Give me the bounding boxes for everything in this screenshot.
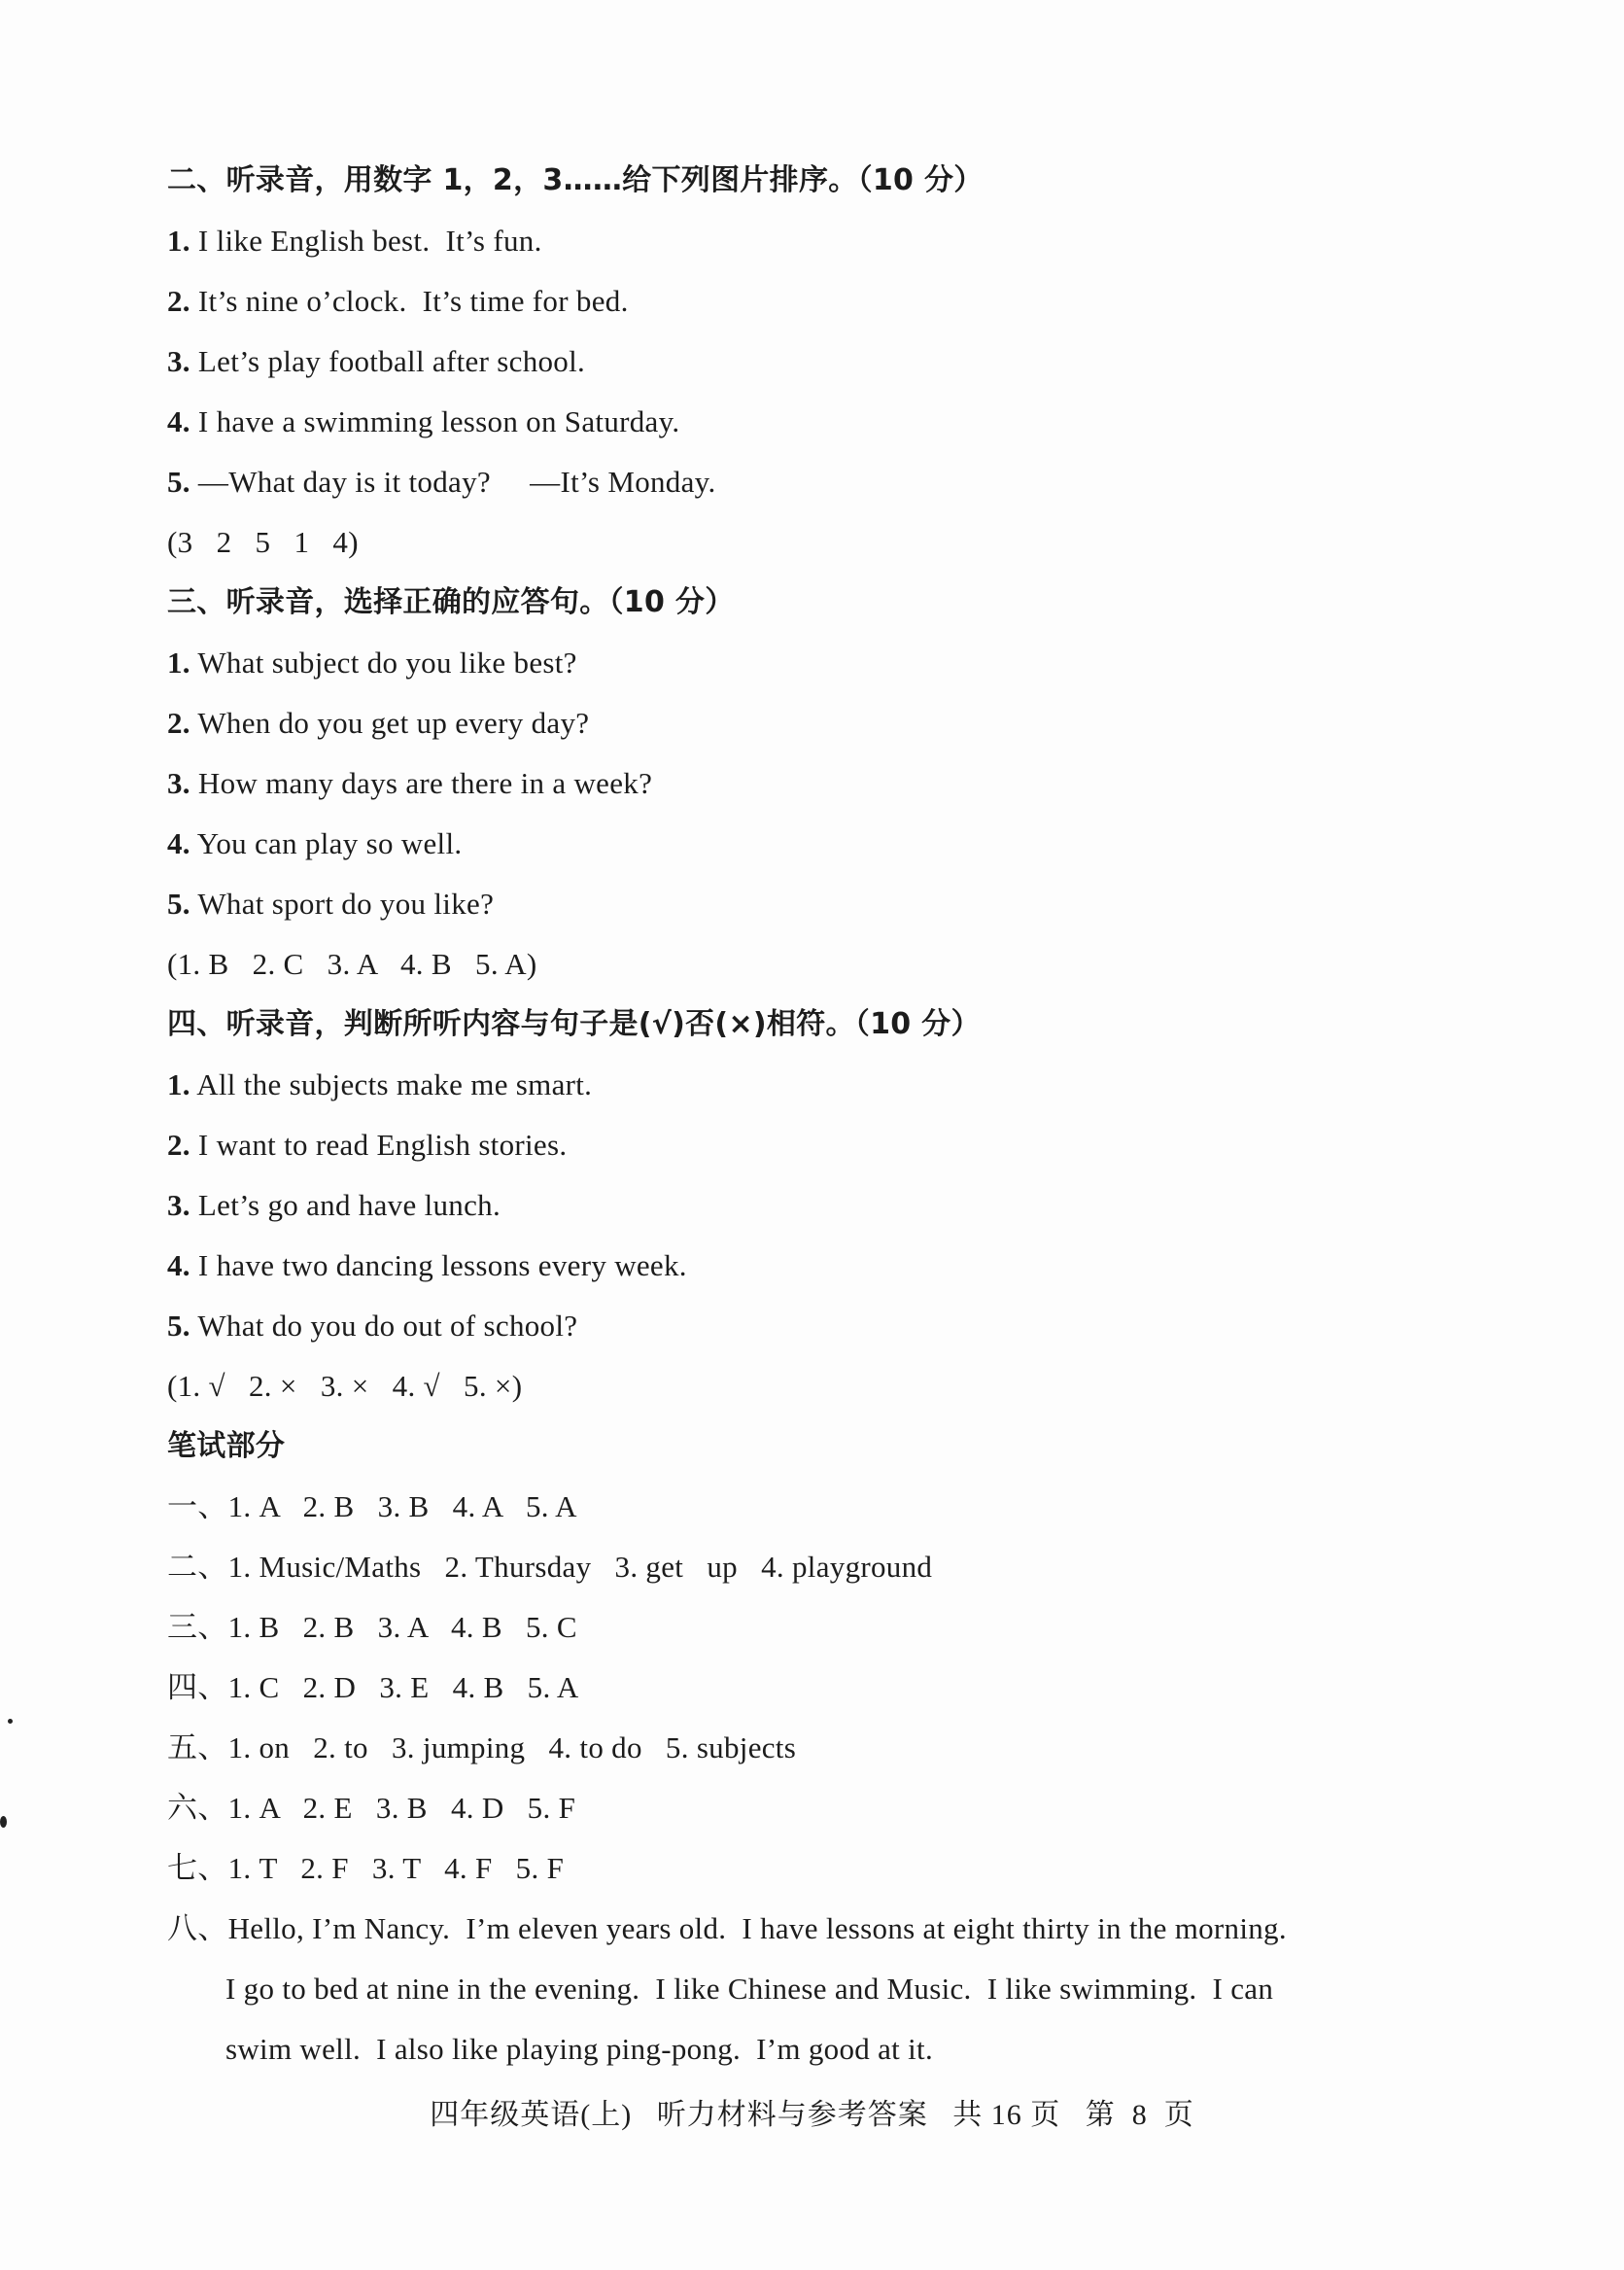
written-answer-4: 四、1. C 2. D 3. E 4. B 5. A bbox=[167, 1670, 579, 1704]
item-number: 1. bbox=[167, 224, 190, 258]
written-answer-1: 一、1. A 2. B 3. B 4. A 5. A bbox=[167, 1489, 577, 1523]
page-footer: 四年级英语(上) 听力材料与参考答案 共 16 页 第 8 页 bbox=[430, 2099, 1194, 2131]
s3-item-2 bbox=[167, 704, 589, 743]
section-4-title: 四、听录音，判断所听内容与句子是(√)否(×)相符。（10 分） bbox=[167, 1007, 981, 1041]
item-number: 3. bbox=[167, 766, 190, 800]
s3-item-5 bbox=[167, 885, 494, 924]
written-answer-7: 七、1. T 2. F 3. T 4. F 5. F bbox=[167, 1851, 565, 1885]
item-number: 2. bbox=[167, 706, 190, 740]
item-text: What subject do you like best? bbox=[190, 646, 577, 680]
s3-item-4 bbox=[167, 824, 462, 863]
item-number: 1. bbox=[167, 1067, 190, 1101]
s4-answer: (1. √ 2. × 3. × 4. √ 5. ×) bbox=[167, 1369, 523, 1403]
s2-item-1 bbox=[167, 222, 542, 261]
scan-speck bbox=[0, 1816, 7, 1828]
s4-item-3 bbox=[167, 1186, 501, 1225]
section-3-title: 三、听录音，选择正确的应答句。（10 分） bbox=[167, 585, 735, 619]
s2-answer: (3 2 5 1 4) bbox=[167, 525, 359, 559]
item-text: —What day is it today? —It’s Monday. bbox=[190, 465, 716, 499]
item-number: 4. bbox=[167, 826, 190, 860]
item-text: All the subjects make me smart. bbox=[190, 1067, 593, 1101]
written-answer-6: 六、1. A 2. E 3. B 4. D 5. F bbox=[167, 1791, 576, 1825]
item-text: When do you get up every day? bbox=[190, 706, 590, 740]
item-number: 4. bbox=[167, 404, 190, 438]
item-text: Let’s go and have lunch. bbox=[190, 1188, 501, 1222]
item-number: 5. bbox=[167, 887, 190, 921]
item-text: How many days are there in a week? bbox=[190, 766, 653, 800]
item-text: I have a swimming lesson on Saturday. bbox=[190, 404, 680, 438]
s2-item-4 bbox=[167, 402, 679, 441]
item-text: It’s nine o’clock. It’s time for bed. bbox=[190, 284, 629, 318]
item-number: 4. bbox=[167, 1248, 190, 1282]
item-text: Let’s play football after school. bbox=[190, 344, 586, 378]
item-number: 3. bbox=[167, 1188, 190, 1222]
written-answer-2: 二、1. Music/Maths 2. Thursday 3. get up 4. playground bbox=[167, 1550, 933, 1584]
item-text: I want to read English stories. bbox=[190, 1128, 568, 1162]
s3-item-3 bbox=[167, 764, 652, 803]
item-number: 5. bbox=[167, 1309, 190, 1343]
item-text: I like English best. It’s fun. bbox=[190, 224, 542, 258]
s4-item-5 bbox=[167, 1307, 577, 1345]
written-part-title: 笔试部分 bbox=[167, 1429, 286, 1463]
item-number: 2. bbox=[167, 1128, 190, 1162]
item-number: 2. bbox=[167, 284, 190, 318]
scan-speck bbox=[8, 1719, 13, 1724]
item-number: 5. bbox=[167, 465, 190, 499]
written-answer-5: 五、1. on 2. to 3. jumping 4. to do 5. subjects bbox=[167, 1730, 797, 1764]
item-number: 1. bbox=[167, 646, 190, 680]
s8-line-1: 八、Hello, I’m Nancy. I’m eleven years old. I have lessons at eight thirty in the morning. bbox=[167, 1911, 1287, 1945]
item-text: You can play so well. bbox=[190, 826, 463, 860]
s2-item-2 bbox=[167, 282, 629, 321]
s8-line-3: swim well. I also like playing ping-pong. I’m good at it. bbox=[225, 2032, 934, 2066]
s2-item-5 bbox=[167, 463, 716, 502]
s8-line-2: I go to bed at nine in the evening. I like Chinese and Music. I like swimming. I can bbox=[225, 1972, 1274, 2006]
s4-item-2 bbox=[167, 1126, 567, 1165]
s4-item-4 bbox=[167, 1246, 687, 1285]
item-text: I have two dancing lessons every week. bbox=[190, 1248, 687, 1282]
item-text: What sport do you like? bbox=[190, 887, 495, 921]
s4-item-1 bbox=[167, 1065, 592, 1104]
section-2-title: 二、听录音，用数字 1，2，3……给下列图片排序。（10 分） bbox=[167, 163, 984, 197]
item-text: What do you do out of school? bbox=[190, 1309, 578, 1343]
s3-item-1 bbox=[167, 644, 577, 682]
s2-item-3 bbox=[167, 342, 585, 381]
s3-answer: (1. B 2. C 3. A 4. B 5. A) bbox=[167, 947, 537, 981]
item-number: 3. bbox=[167, 344, 190, 378]
written-answer-3: 三、1. B 2. B 3. A 4. B 5. C bbox=[167, 1610, 577, 1644]
